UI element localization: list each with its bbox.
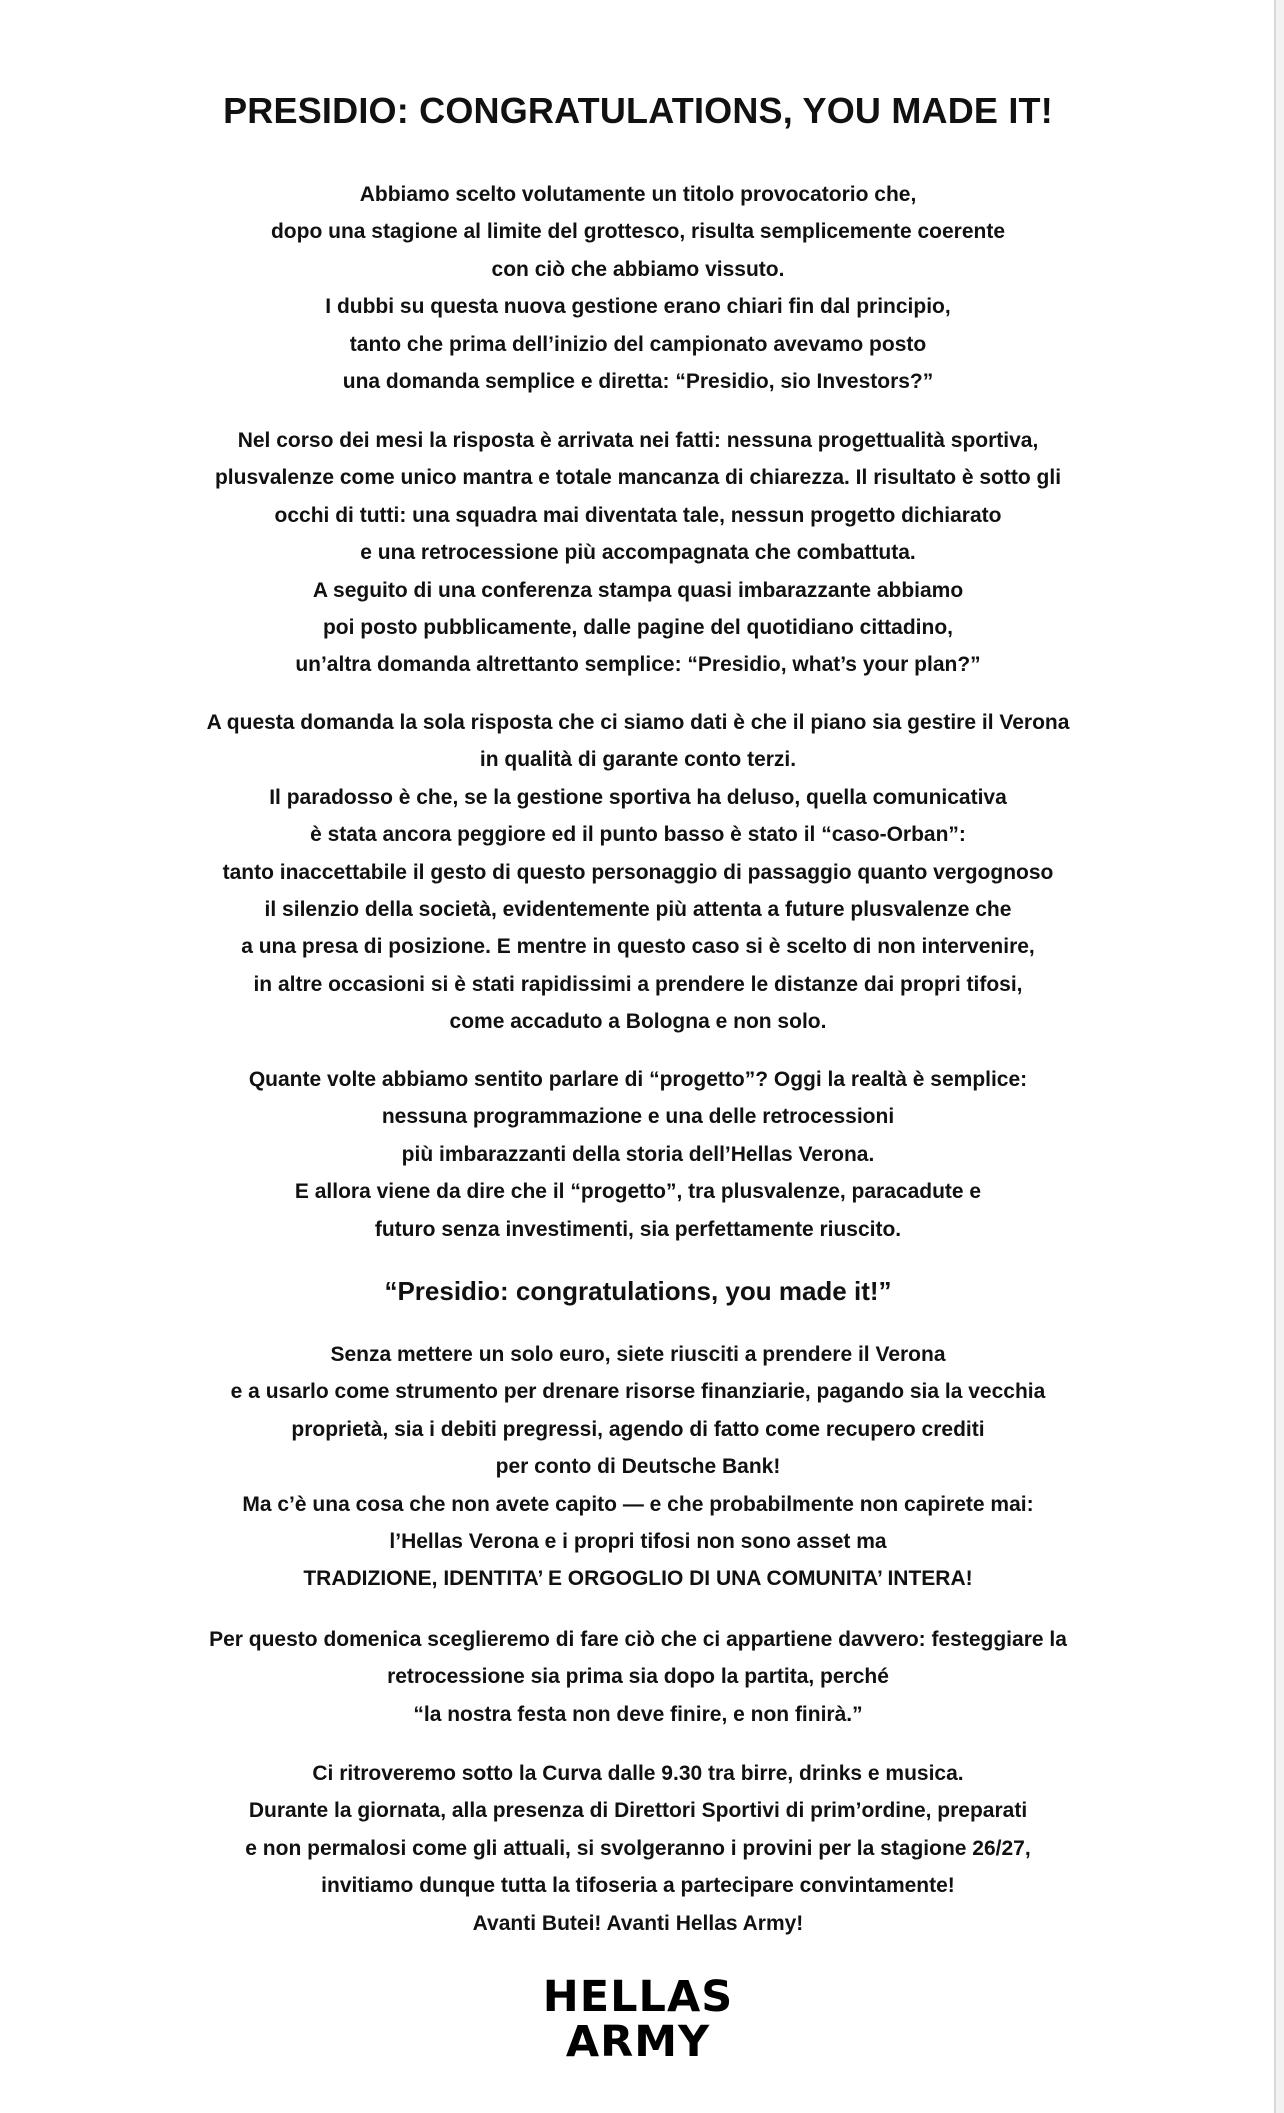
paragraph-line: occhi di tutti: una squadra mai diventata tale, nessun progetto dichiarato (274, 503, 1002, 527)
paragraph-4 (0, 1061, 1276, 1248)
paragraph-line: tanto che prima dell’inizio del campionato avevamo posto (349, 332, 927, 356)
paragraph-line: futuro senza investimenti, sia perfettamente riuscito. (374, 1217, 902, 1241)
paragraph-6 (0, 1621, 1276, 1733)
paragraph-line: a una presa di posizione. E mentre in questo caso si è scelto di non intervenire, (241, 935, 1035, 959)
paragraph-line: Avanti Butei! Avanti Hellas Army! (472, 1911, 804, 1935)
paragraph-line: invitiamo dunque tutta la tifoseria a partecipare convintamente! (321, 1874, 955, 1898)
paragraph-line: in altre occasioni si è stati rapidissimi a prendere le distanze dai propri tifosi, (253, 972, 1023, 996)
paragraph-line: A questa domanda la sola risposta che ci siamo dati è che il piano sia gestire il Verona (206, 711, 1070, 734)
logo-line-2: ARMY (565, 2017, 711, 2067)
paragraph-line: TRADIZIONE, IDENTITA’ E ORGOGLIO DI UNA COMUNITA’ INTERA! (303, 1567, 973, 1591)
paragraph-3 (0, 704, 1276, 1041)
paragraph-line: Per questo domenica sceglieremo di fare ciò che ci appartiene davvero: festeggiare la (209, 1628, 1067, 1651)
paragraph-line: un’altra domanda altrettanto semplice: “Presidio, what’s your plan?” (295, 653, 981, 677)
paragraph-line: retrocessione sia prima sia dopo la partita, perché (387, 1665, 889, 1689)
paragraph-7 (0, 1755, 1276, 1942)
paragraph-line: A seguito di una conferenza stampa quasi imbarazzante abbiamo (312, 578, 964, 602)
paragraph-line: e una retrocessione più accompagnata che combattuta. (360, 541, 916, 565)
paragraph-line: Ma c’è una cosa che non avete capito — e che probabilmente non capirete mai: (242, 1492, 1034, 1516)
slogan-quote: “Presidio: congratulations, you made it!” (384, 1276, 892, 1306)
paragraph-line: più imbarazzanti della storia dell’Hellas Verona. (401, 1142, 875, 1166)
paragraph-line: per conto di Deutsche Bank! (495, 1455, 781, 1479)
paragraph-line: tanto inaccettabile il gesto di questo personaggio di passaggio quanto vergognoso (222, 860, 1054, 884)
paragraph-line: il silenzio della società, evidentemente più attenta a future plusvalenze che (264, 898, 1012, 922)
paragraph-line: Ci ritroveremo sotto la Curva dalle 9.30 tra birre, drinks e musica. (312, 1762, 964, 1785)
paragraph-line: Durante la giornata, alla presenza di Direttori Sportivi di prim’ordine, preparati (248, 1799, 1028, 1823)
hellas-army-logo (0, 1972, 1276, 2067)
paragraph-line: Senza mettere un solo euro, siete riusciti a prendere il Verona (330, 1343, 946, 1366)
paragraph-line: e a usarlo come strumento per drenare risorse finanziarie, pagando sia la vecchia (230, 1380, 1046, 1404)
paragraph-line: Quante volte abbiamo sentito parlare di “progetto”? Oggi la realtà è semplice: (248, 1068, 1028, 1091)
paragraph-line: Il paradosso è che, se la gestione sportiva ha deluso, quella comunicativa (269, 785, 1007, 809)
paragraph-5 (0, 1336, 1276, 1598)
paragraph-line: “la nostra festa non deve finire, e non finirà.” (413, 1702, 863, 1726)
paragraph-2 (0, 422, 1276, 684)
paragraph-line: nessuna programmazione e una delle retrocessioni (381, 1105, 895, 1129)
page-title: PRESIDIO: CONGRATULATIONS, YOU MADE IT! (223, 90, 1053, 131)
paragraph-line: l’Hellas Verona e i propri tifosi non sono asset ma (389, 1530, 887, 1554)
paragraph-line: I dubbi su questa nuova gestione erano chiari fin dal principio, (325, 295, 951, 319)
paragraph-line: Abbiamo scelto volutamente un titolo provocatorio che, (359, 183, 917, 206)
paragraph-line: è stata ancora peggiore ed il punto basso è stato il “caso-Orban”: (310, 823, 966, 847)
paragraph-line: Nel corso dei mesi la risposta è arrivata nei fatti: nessuna progettualità sportiva, (237, 429, 1039, 452)
paragraph-line: come accaduto a Bologna e non solo. (449, 1010, 827, 1034)
paragraph-line: con ciò che abbiamo vissuto. (491, 257, 785, 281)
paragraph-line: proprietà, sia i debiti pregressi, agendo di fatto come recupero crediti (291, 1417, 985, 1441)
paragraph-line: una domanda semplice e diretta: “Presidio, sio Investors?” (342, 370, 934, 394)
paragraph-line: poi posto pubblicamente, dalle pagine del quotidiano cittadino, (322, 616, 954, 640)
paragraph-line: plusvalenze come unico mantra e totale mancanza di chiarezza. Il risultato è sotto gli (214, 466, 1062, 490)
paragraph-1 (0, 176, 1276, 400)
paragraph-line: E allora viene da dire che il “progetto”, tra plusvalenze, paracadute e (294, 1180, 982, 1204)
paragraph-line: dopo una stagione al limite del grottesco, risulta semplicemente coerente (270, 220, 1005, 244)
logo-line-1: HELLAS (542, 1972, 734, 2022)
paragraph-line: in qualità di garante conto terzi. (479, 748, 797, 772)
paragraph-line: e non permalosi come gli attuali, si svolgeranno i provini per la stagione 26/27, (245, 1836, 1031, 1860)
